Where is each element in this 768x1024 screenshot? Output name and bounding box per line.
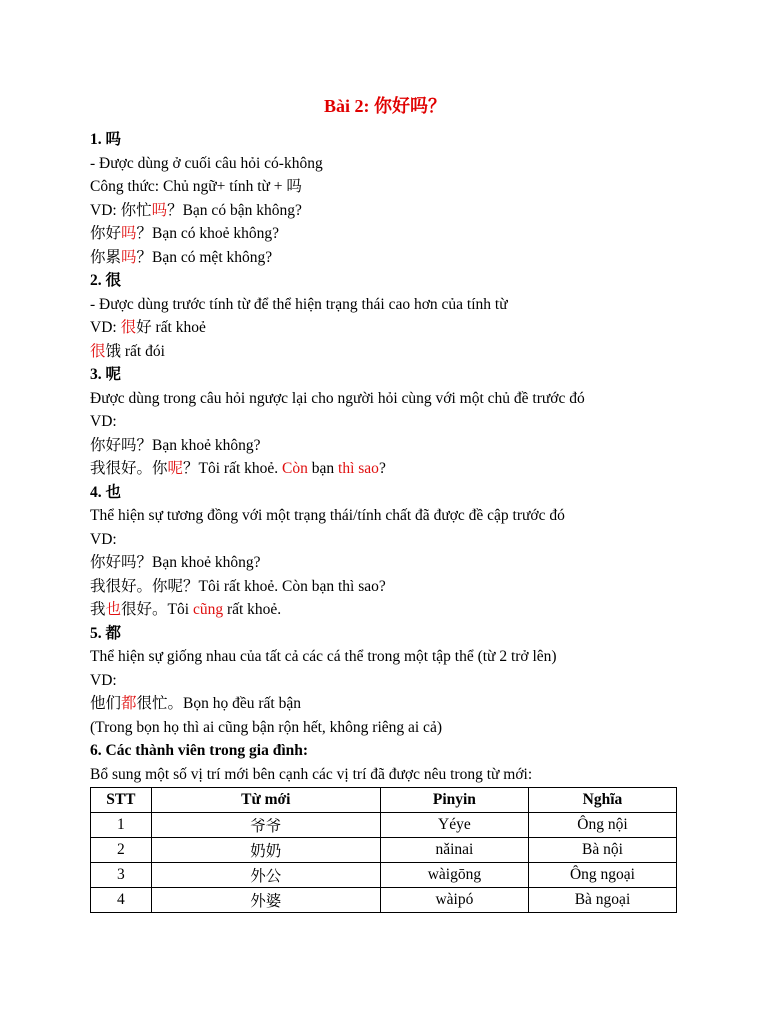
example-text: 好 rất khoẻ [136,319,206,336]
example-line [90,692,680,716]
section-heading-3: 3. 呢 [90,366,122,383]
text-line: VD: [90,530,117,548]
table-cell: nǎinai [380,838,528,863]
example-text: ？Bạn có bận không? [167,201,302,219]
highlight-word: 都 [121,695,137,712]
text-line: Được dùng trong câu hỏi ngược lại cho người hỏi cùng với một chủ đề trước đó [90,389,585,407]
lesson-title: Bài 2: 你好吗？ [323,96,446,116]
table-cell: 3 [91,863,152,888]
highlight-word: cũng [192,601,224,618]
example-line: 你好吗？Bạn khoẻ không? [90,554,261,571]
document-page [90,94,680,913]
highlight-word: 很 [90,342,106,360]
section-heading-4: 4. 也 [90,483,122,501]
section-heading-1: 1. 吗 [90,131,122,148]
example-line [90,246,680,270]
table-row [91,863,677,888]
section-heading-6: 6. Các thành viên trong gia đình: [90,742,309,759]
example-text: ？Bạn có khoẻ không? [136,225,280,242]
table-cell: wàipó [380,888,528,913]
family-members-table [90,787,677,913]
text-line: VD: [90,671,117,689]
example-text: ？Tôi rất khoẻ. [183,460,283,477]
section-heading-2: 2. 很 [90,272,122,289]
text-line: Công thức: Chủ ngữ+ tính từ + 吗 [90,178,302,195]
table-cell: Bà ngoại [528,888,676,913]
example-line [90,457,680,481]
table-cell: 1 [91,813,152,838]
example-line [90,199,680,223]
table-cell: 外公 [151,863,380,888]
table-cell: 2 [91,838,152,863]
example-line: 你好吗？Bạn khoẻ không? [90,436,261,454]
table-cell: 外婆 [151,888,380,913]
table-row [91,888,677,913]
table-cell: Yéye [380,813,528,838]
text-line: - Được dùng ở cuối câu hỏi có-không [90,154,323,172]
example-text: 饿 rất đói [105,342,165,360]
text-line: Bổ sung một số vị trí mới bên cạnh các vị trí đã được nêu trong từ mới: [90,765,533,783]
example-line [90,598,680,622]
table-cell: 爷爷 [151,813,380,838]
highlight-word: 吗 [151,201,168,219]
example-text: 你好 [90,225,122,242]
highlight-word: thì sao [338,460,379,477]
section-heading-5: 5. 都 [90,624,122,642]
table-cell: Ông ngoại [528,863,676,888]
example-line: 我很好。你呢？Tôi rất khoẻ. Còn bạn thì sao? [90,577,386,595]
example-text: VD: [90,319,121,336]
text-line: - Được dùng trước tính từ để thể hiện trạng thái cao hơn của tính từ [90,295,508,313]
column-header: STT [91,788,152,813]
example-text: VD: 你忙 [90,201,152,219]
table-cell: wàigōng [380,863,528,888]
table-cell: 4 [91,888,152,913]
example-text: bạn [307,460,339,477]
highlight-word: Còn [282,460,308,477]
table-row [91,838,677,863]
table-cell: 奶奶 [151,838,380,863]
highlight-word: 吗 [121,248,137,266]
highlight-word: 呢 [167,460,184,477]
column-header: Từ mới [151,788,380,813]
highlight-word: 很 [120,319,137,336]
example-text: ? [378,460,386,477]
text-line: VD: [90,413,117,430]
text-line: Thể hiện sự giống nhau của tất cả các cá thể trong một tập thể (từ 2 trở lên) [90,648,557,665]
column-header: Nghĩa [528,788,676,813]
highlight-word: 也 [105,601,122,618]
example-text: 我很好。你 [90,460,168,477]
example-text: 我 [90,601,106,618]
example-line [90,340,680,364]
example-text: 你累 [90,248,122,266]
example-text: 很好。Tôi [121,601,193,618]
table-cell: Ông nội [528,813,676,838]
example-text: ？Bạn có mệt không? [136,248,273,266]
table-cell: Bà nội [528,838,676,863]
example-text: 很忙。Bọn họ đều rất bận [136,695,301,712]
example-line [90,316,680,340]
table-header-row [91,788,677,813]
example-text: rất khoẻ. [223,601,282,618]
example-text: 他们 [90,695,122,712]
example-line [90,222,680,246]
highlight-word: 吗 [121,225,137,242]
column-header: Pinyin [380,788,528,813]
text-line: (Trong bọn họ thì ai cũng bận rộn hết, không riêng ai cả) [90,718,442,736]
text-line: Thể hiện sự tương đồng với một trạng thái/tính chất đã được đề cập trước đó [90,507,565,524]
table-row [91,813,677,838]
